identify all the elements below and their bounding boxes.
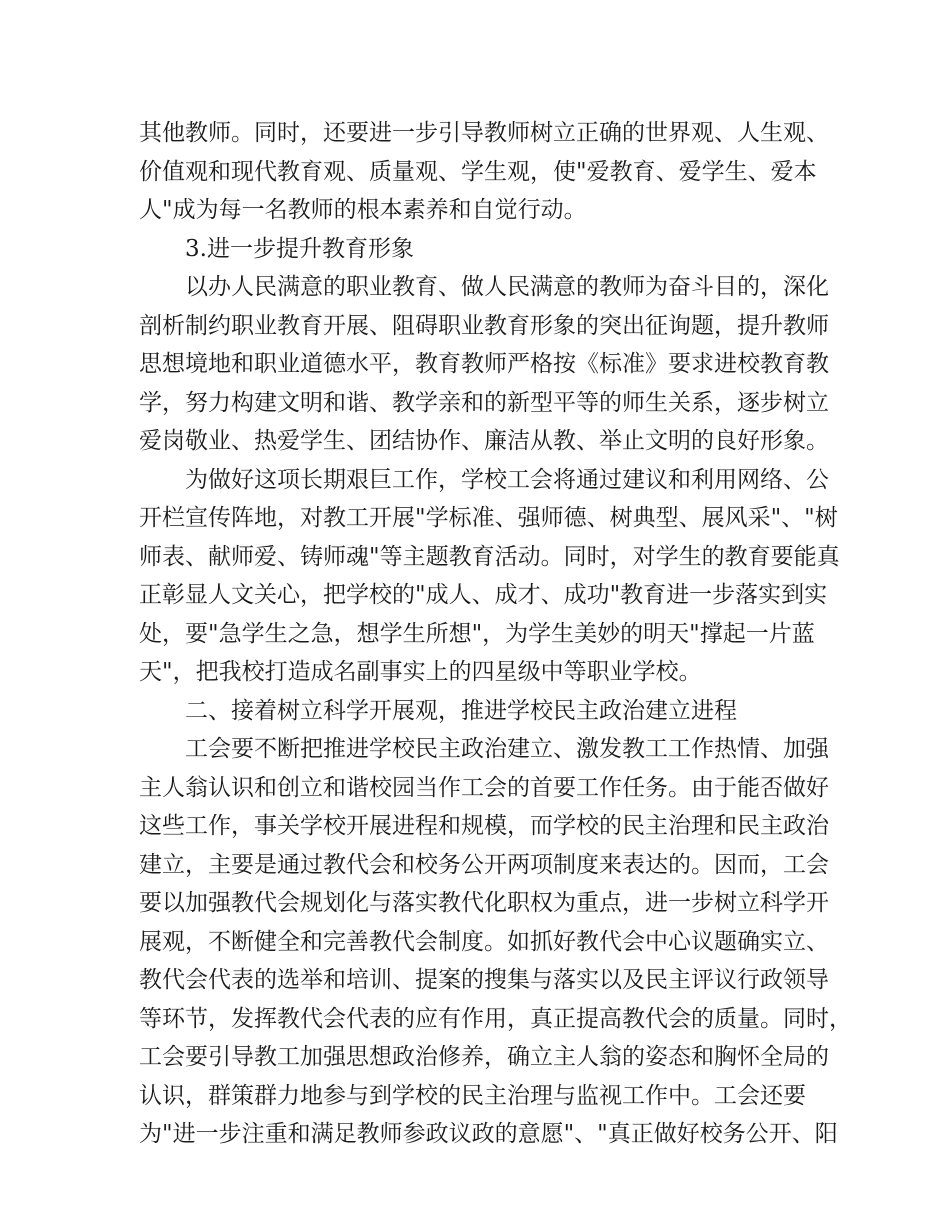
text-line: 工会要不断把推进学校民主政治建立、激发教工工作热情、加强 [185, 736, 829, 762]
text-line: 为做好这项长期艰巨工作，学校工会将通过建议和利用网络、公 [185, 466, 829, 493]
text-line: 思想境地和职业道德水平，教育教师严格按《标准》要求进校教育教 [139, 351, 829, 377]
text-line: 这些工作，事关学校开展进程和规模，而学校的民主治理和民主政治 [139, 813, 829, 839]
text-line: 教代会代表的选举和培训、提案的搜集与落实以及民主评议行政领导 [139, 967, 829, 993]
text-line: 价值观和现代教育观、质量观、学生观，使"爱教育、爱学生、爱本 [139, 158, 817, 185]
text-line: 以办人民满意的职业教育、做人民满意的教师为奋斗目的，深化 [185, 274, 829, 300]
text-line: 工会要引导教工加强思想政治修养，确立主人翁的姿态和胸怀全局的 [139, 1044, 829, 1070]
document-body [139, 114, 852, 1154]
text-line: 要以加强教代会规划化与落实教代化职权为重点，进一步树立科学开 [139, 890, 829, 916]
text-line: 人"成为每一名教师的根本素养和自觉行动。 [139, 197, 587, 223]
text-line: 剖析制约职业教育开展、阻碍职业教育形象的突出征询题，提升教师 [139, 312, 829, 339]
text-line: 开栏宣传阵地，对教工开展"学标准、强师德、树典型、展风采"、"树 [139, 505, 838, 531]
text-line: 建立，主要是通过教代会和校务公开两项制度来表达的。因而，工会 [139, 851, 829, 878]
text-line: 展观，不断健全和完善教代会制度。如抓好教代会中心议题确实立、 [139, 928, 829, 955]
text-line: 3.进一步提升教育形象 [185, 235, 414, 262]
text-line: 师表、献师爱、铸师魂"等主题教育活动。同时，对学生的教育要能真 [139, 543, 840, 570]
text-line: 等环节，发挥教代会代表的应有作用，真正提高教代会的质量。同时， [139, 1005, 852, 1032]
text-line: 为"进一步注重和满足教师参政议政的意愿"、"真正做好校务公开、阳 [139, 1121, 838, 1147]
text-line: 主人翁认识和创立和谐校园当作工会的首要工作任务。由于能否做好 [139, 774, 829, 801]
text-line: 天"，把我校打造成名副事实上的四星级中等职业学校。 [139, 659, 702, 685]
text-line: 正彰显人文关心，把学校的"成人、成才、成功"教育进一步落实到实 [139, 582, 828, 608]
text-line: 其他教师。同时，还要进一步引导教师树立正确的世界观、人生观、 [139, 120, 829, 146]
text-line: 处，要"急学生之急，想学生所想"，为学生美妙的明天"撑起一片蓝 [139, 620, 815, 647]
text-line: 认识，群策群力地参与到学校的民主治理与监视工作中。工会还要 [139, 1082, 806, 1109]
text-line: 二、接着树立科学开展观，推进学校民主政治建立进程 [185, 697, 737, 724]
text-line: 学，努力构建文明和谐、教学亲和的新型平等的师生关系，逐步树立 [139, 389, 829, 416]
text-line: 爱岗敬业、热爱学生、团结协作、廉洁从教、举止文明的良好形象。 [139, 428, 829, 454]
